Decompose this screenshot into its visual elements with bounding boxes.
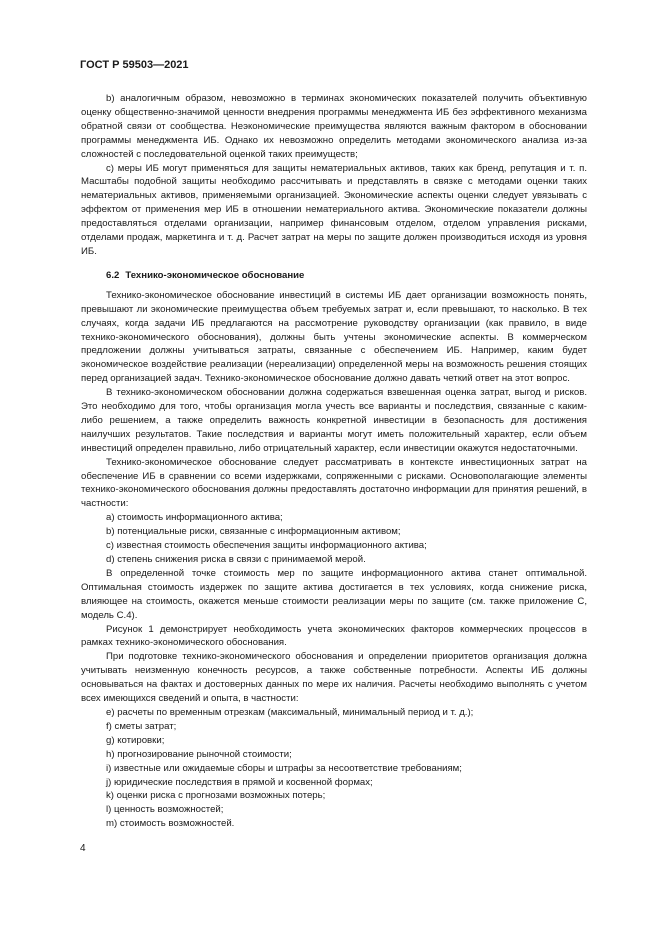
list-item: a) стоимость информационного актива;	[106, 512, 283, 524]
paragraph: Технико-экономическое обоснование следует рассматривать в контексте инвестиционных затрат на обеспечение ИБ в сравнении со всеми издержками, сопряженными с рисками. Основополагающие элементы технико-экономического обоснования должны предоставлять достаточно информации для принятия решений, в частности:	[81, 456, 587, 510]
list-item: b) потенциальные риски, связанные с информационным активом;	[106, 526, 401, 538]
list-item: e) расчеты по временным отрезкам (максимальный, минимальный период и т. д.);	[106, 706, 474, 718]
paragraph: В определенной точке стоимость мер по защите информационного актива станет оптимальной. Оптимальная стоимость издержек по защите актива достигается в тех условиях, когда снижение риска, влияющее на стоимость, окажется меньше стоимости реализации меры по защите (см. также приложение C, модель C.4).	[81, 567, 587, 621]
list-item: g) котировки;	[106, 734, 165, 746]
paragraph: Рисунок 1 демонстрирует необходимость учета экономических факторов коммерческих процессов в рамках технико-экономического обоснования.	[81, 623, 587, 649]
paragraph-b: b) аналогичным образом, невозможно в терминах экономических показателей получить объективную оценку общественно-значимой ценности внедрения программы менеджмента ИБ без эффективного механизма обратной связи от сообщества. Неэкономические преимущества являются важным фактором в обосновании программы менеджмента ИБ. Однако их невозможно определить методами экономического анализа из-за сложностей с последовательной оценкой таких преимуществ;	[81, 93, 587, 160]
document-header: ГОСТ Р 59503—2021	[80, 59, 189, 71]
page-content	[81, 92, 587, 831]
section-heading	[106, 269, 587, 283]
list-item: d) степень снижения риска в связи с принимаемой мерой.	[106, 554, 366, 565]
list-item: f) сметы затрат;	[106, 720, 177, 732]
list-item: c) известная стоимость обеспечения защиты информационного актива;	[106, 540, 427, 552]
section-title: Технико-экономическое обоснование	[125, 269, 305, 281]
list-item: k) оценки риска с прогнозами возможных потерь;	[106, 790, 326, 802]
paragraph: При подготовке технико-экономического обоснования и определении приоритетов организация должна учитывать неизменную конечность ресурсов, а также собственные потребности. Аспекты ИБ должны основываться на фактах и достоверных данных по мере их наличия. Расчеты необходимо выполнять с учетом всех имеющихся сведений и опыта, в частности:	[81, 651, 587, 705]
list-item: h) прогнозирование рыночной стоимости;	[106, 748, 292, 760]
section-number: 6.2	[106, 269, 120, 281]
list-item: l) ценность возможностей;	[106, 804, 224, 816]
page-number: 4	[80, 843, 86, 854]
list-item: m) стоимость возможностей.	[106, 818, 235, 830]
list-item: i) известные или ожидаемые сборы и штрафы за несоответствие требованиям;	[106, 762, 462, 774]
paragraph: Технико-экономическое обоснование инвестиций в системы ИБ дает организации возможность понять, превышают ли экономические преимущества объем требуемых затрат и, если превышают, то насколько. В тех случаях, когда задачи ИБ предлагаются на рассмотрение руководству организации (как правило, в виде технико-экономического обоснования), должны быть учтены экономические аспекты. В коммерческом предложении должны учитываться затраты, связанные с обеспечением ИБ. Например, каким будет экономическое воздействие реализации (нереализации) определенной меры на возможность решения стоящих перед организацией задач. Технико-экономическое обоснование должно давать четкий ответ на этот вопрос.	[81, 289, 587, 385]
paragraph-c: c) меры ИБ могут применяться для защиты нематериальных активов, таких как бренд, репутация и т. п. Масштабы подобной защиты необходимо рассчитывать и представлять в связке с методами оценки таких нематериальных активов, применяемыми организацией. Экономические аспекты оценки следует увязывать с эффектом от применения мер ИБ в отношении нематериального актива. Экономические показатели должны предоставляться отделами организации, например финансовым отделом, отделом управления рисками, отделами продаж, маркетинга и т. д. Расчет затрат на меры по защите должен производиться исходя из уровня ИБ.	[81, 162, 587, 257]
paragraph: В технико-экономическом обосновании должна содержаться взвешенная оценка затрат, выгод и рисков. Это необходимо для того, чтобы организация могла учесть все варианты и последствия, связанные с каким-либо решением, а также определить важность конкретной инвестиции в безопасность для достижения наилучших результатов. Такие последствия и варианты могут иметь положительный характер, если объем инвестиций определен правильно, либо отрицательный характер, если инвестиции окажутся недостаточными.	[81, 387, 587, 454]
list-item: j) юридические последствия в прямой и косвенной формах;	[106, 776, 373, 788]
